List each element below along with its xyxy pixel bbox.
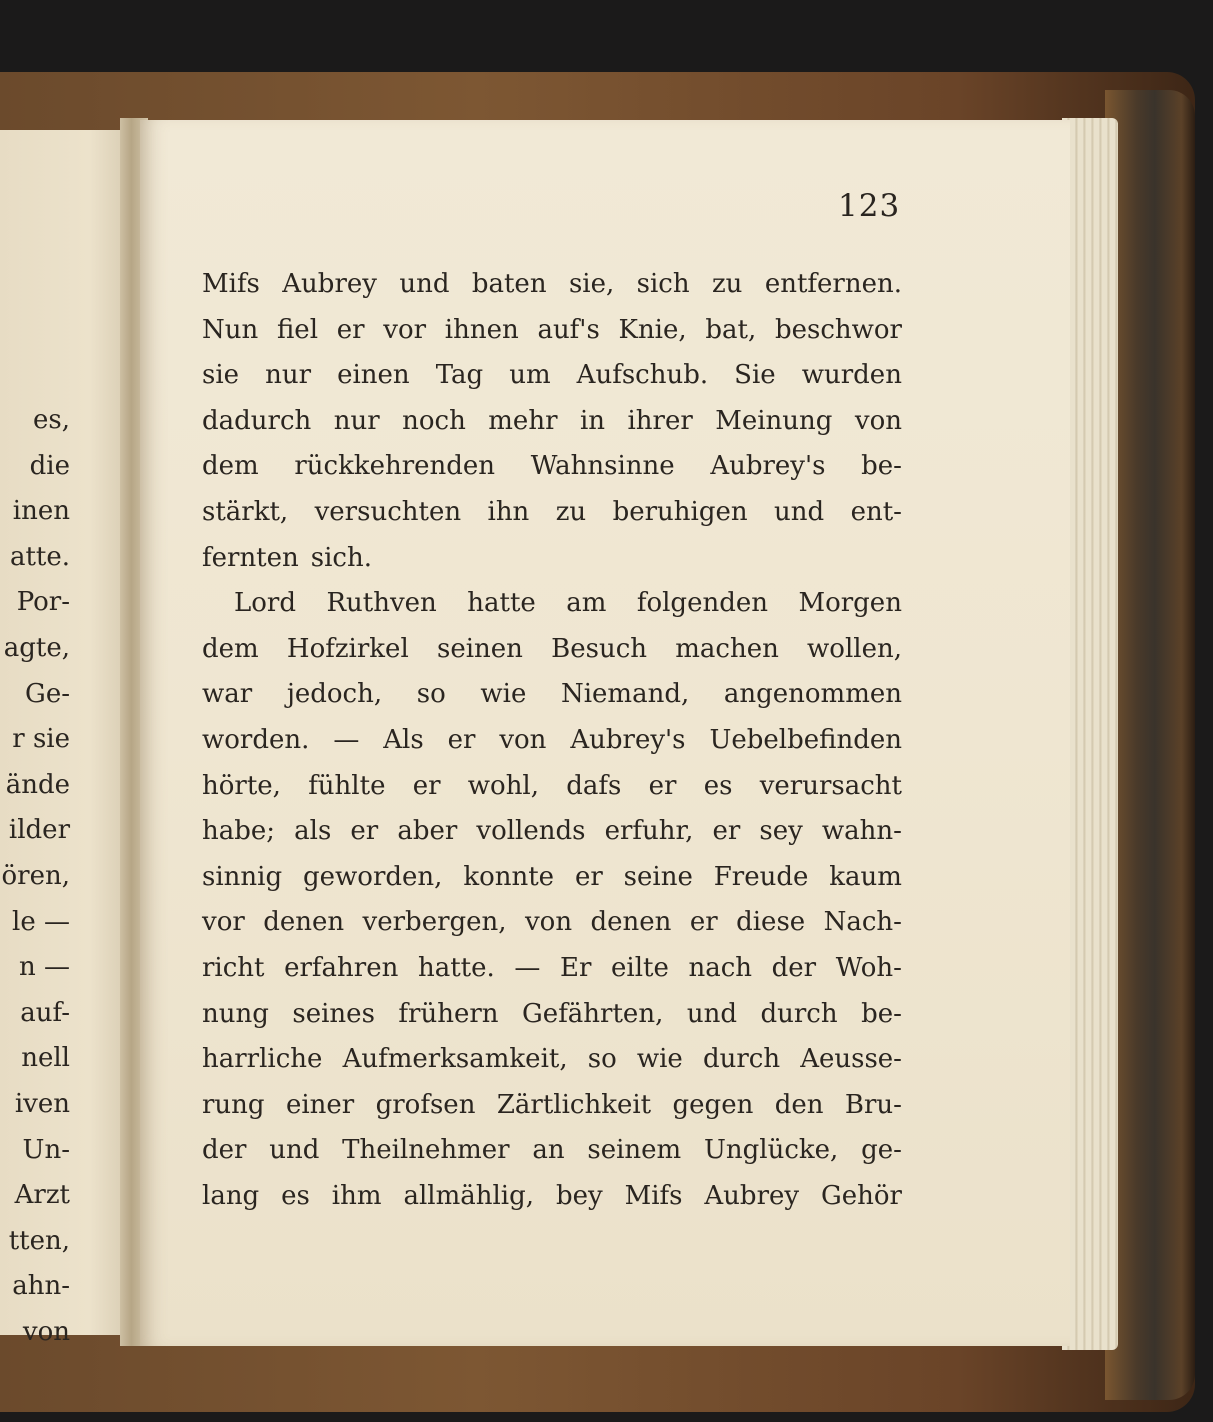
- left-page-text: [0, 398, 70, 1355]
- page-body-text: [202, 262, 902, 1219]
- text-line: sie nur einen Tag um Aufschub. Sie wurden: [202, 360, 902, 391]
- left-text-line: inen: [12, 496, 70, 527]
- page-number: 123: [838, 188, 901, 224]
- left-text-line: iven: [14, 1088, 70, 1119]
- text-line: stärkt, versuchten ihn zu beruhigen und ent-: [202, 496, 902, 527]
- left-text-line: agte,: [3, 632, 70, 663]
- text-line: dem Hofzirkel seinen Besuch machen wollen,: [202, 633, 902, 664]
- text-line: harrliche Aufmerksamkeit, so wie durch Aeusse-: [202, 1044, 902, 1075]
- left-text-line: le —: [12, 906, 70, 937]
- left-page: [0, 130, 128, 1347]
- left-text-line: tten,: [8, 1225, 70, 1256]
- text-line: fernten sich.: [202, 542, 372, 573]
- left-text-line: die: [29, 450, 70, 481]
- left-text-line: auf-: [20, 997, 70, 1028]
- left-text-line: ören,: [1, 860, 70, 891]
- left-text-line: Un-: [22, 1134, 70, 1165]
- text-line: dadurch nur noch mehr in ihrer Meinung von: [202, 405, 902, 436]
- left-text-line: von: [22, 1316, 70, 1347]
- text-line: lang es ihm allmählig, bey Mifs Aubrey Gehör: [202, 1180, 902, 1211]
- text-line: dem rückkehrenden Wahnsinne Aubrey's be-: [202, 451, 902, 482]
- text-line: nung seines frühern Gefährten, und durch be-: [202, 998, 902, 1029]
- left-text-line: ahn-: [12, 1271, 70, 1302]
- left-text-line: atte.: [9, 541, 70, 572]
- text-line: hörte, fühlte er wohl, dafs er es verursacht: [202, 770, 902, 801]
- text-line: richt erfahren hatte. — Er eilte nach der Woh-: [202, 952, 902, 983]
- text-line: Mifs Aubrey und baten sie, sich zu entfernen.: [202, 269, 902, 299]
- text-line: Lord Ruthven hatte am folgenden Morgen: [234, 588, 902, 619]
- binding-edge: [1105, 90, 1195, 1400]
- text-line: war jedoch, so wie Niemand, angenommen: [202, 679, 902, 710]
- text-line: habe; als er aber vollends erfuhr, er sey wahn-: [202, 816, 902, 847]
- text-line: der und Theilnehmer an seinem Unglücke, ge-: [202, 1135, 902, 1166]
- left-text-line: r sie: [12, 724, 70, 755]
- text-line: sinnig geworden, konnte er seine Freude kaum: [202, 861, 902, 892]
- left-text-line: ilder: [8, 815, 70, 846]
- left-text-line: ände: [5, 769, 70, 800]
- text-line: Nun fiel er vor ihnen auf's Knie, bat, beschwor: [202, 314, 902, 345]
- left-text-line: nell: [21, 1043, 70, 1074]
- page-edges: [1062, 118, 1118, 1350]
- left-text-line: n —: [18, 952, 70, 983]
- text-line: rung einer grofsen Zärtlichkeit gegen den Bru-: [202, 1089, 902, 1120]
- left-text-line: Ge-: [25, 678, 70, 709]
- left-text-line: es,: [33, 405, 70, 435]
- left-text-line: Arzt: [14, 1180, 70, 1211]
- text-line: vor denen verbergen, von denen er diese Nach-: [202, 907, 902, 938]
- text-line: worden. — Als er von Aubrey's Uebelbefinden: [202, 724, 902, 755]
- left-text-line: Por-: [16, 587, 70, 618]
